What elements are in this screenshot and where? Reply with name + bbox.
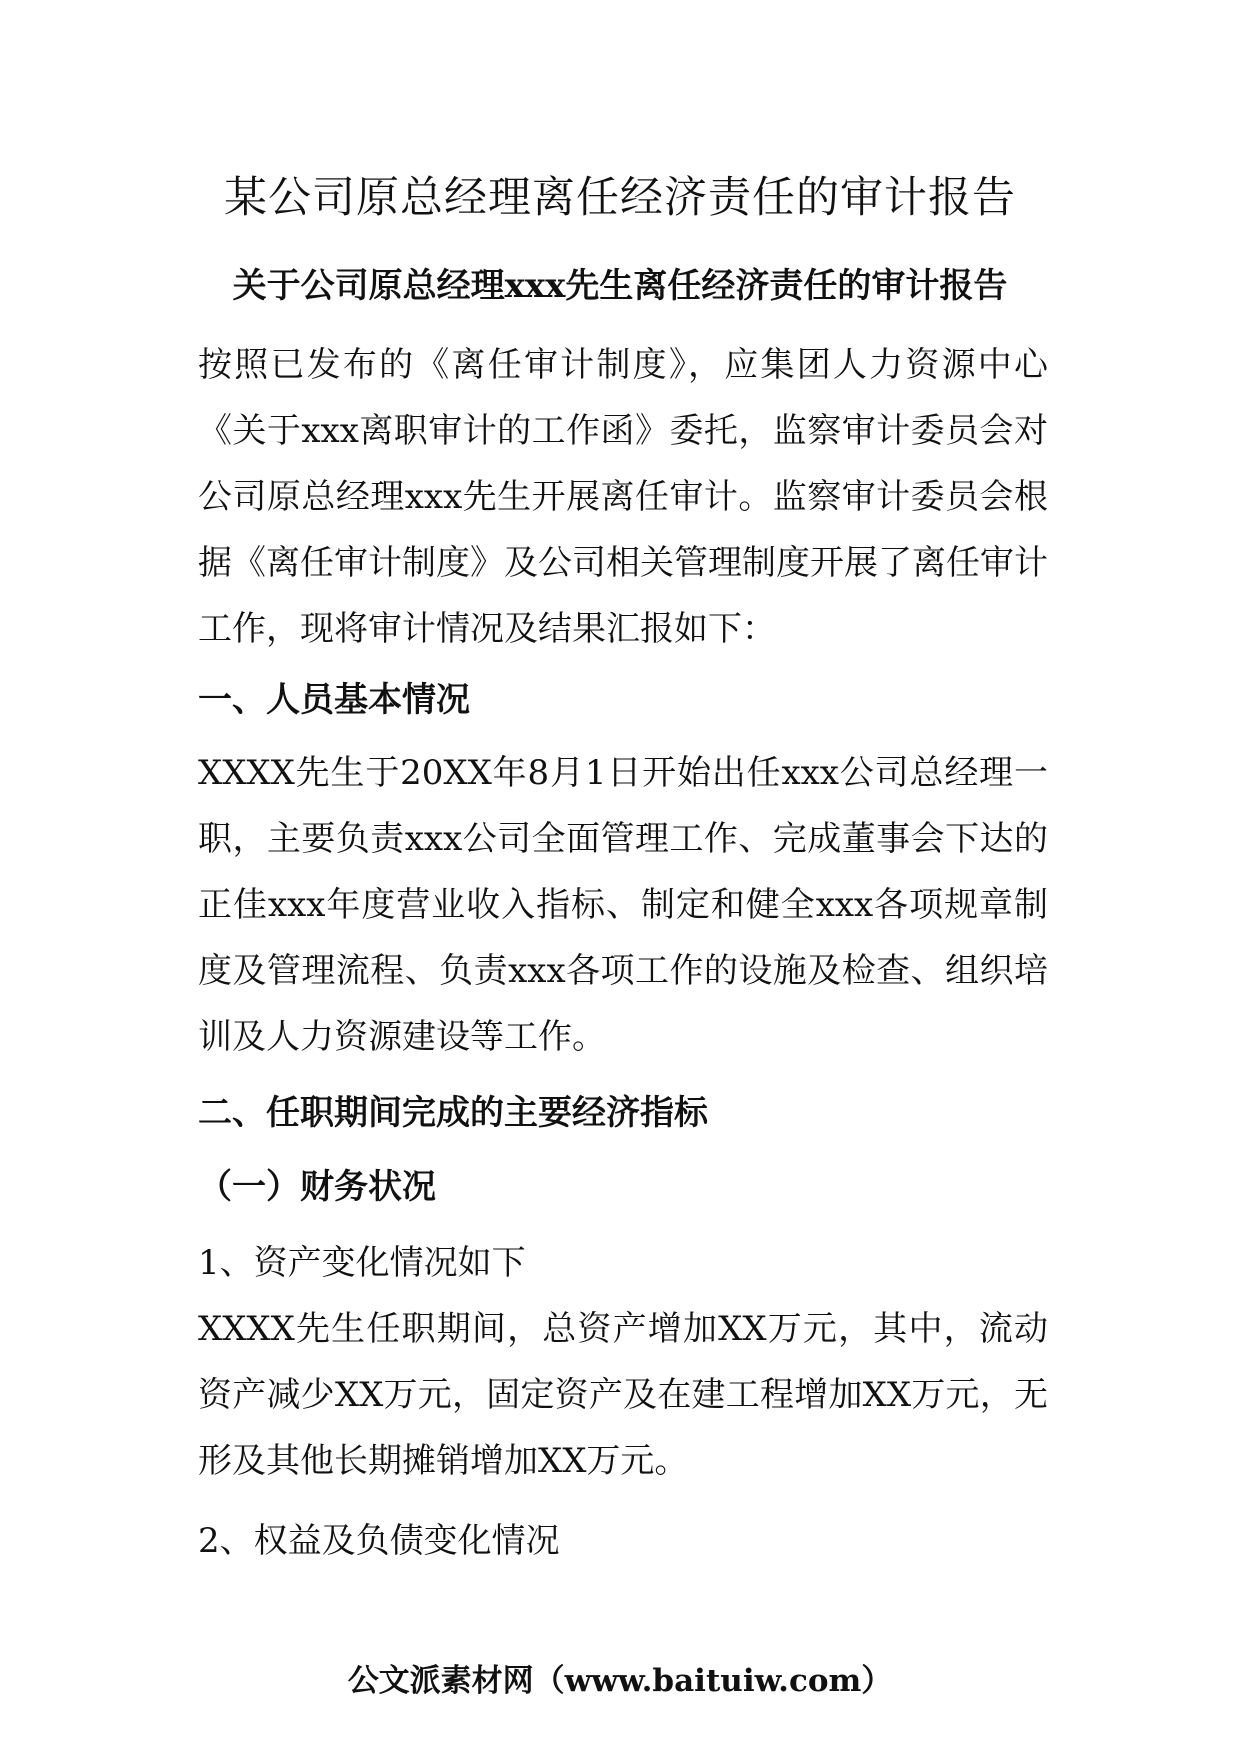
footer-watermark: 公文派素材网（www.baituiw.com） xyxy=(347,1663,893,1699)
item1-paragraph: XXXX先生任职期间，总资产增加XX万元，其中，流动资产减少XX万元，固定资产及在建工程增加XX万元，无形及其他长期摊销增加XX万元。 xyxy=(198,1309,1048,1481)
intro-paragraph: 按照已发布的《离任审计制度》，应集团人力资源中心《关于xxx离职审计的工作函》委托，监察审计委员会对公司原总经理xxx先生开展离任审计。监察审计委员会根据《离任审计制度》及公司相关管理制度开展了离任审计工作，现将审计情况及结果汇报如下： xyxy=(198,345,1048,649)
section-heading-1: 一、人员基本情况 xyxy=(198,680,470,720)
section-heading-2: 二、任职期间完成的主要经济指标 xyxy=(198,1093,708,1133)
section1-paragraph: XXXX先生于20XX年8月1日开始出任xxx公司总经理一职，主要负责xxx公司全面管理工作、完成董事会下达的正佳xxx年度营业收入指标、制定和健全xxx各项规章制度及管理流程、负责xxx各项工作的设施及检查、组织培训及人力资源建设等工作。 xyxy=(198,753,1048,1057)
list-item-1: 1、资产变化情况如下 xyxy=(198,1243,526,1283)
subsection-heading-1: （一）财务状况 xyxy=(198,1167,436,1207)
document-title: 某公司原总经理离任经济责任的审计报告 xyxy=(224,173,1016,223)
list-item-2: 2、权益及负债变化情况 xyxy=(198,1521,560,1561)
document-subtitle: 关于公司原总经理xxx先生离任经济责任的审计报告 xyxy=(232,266,1008,306)
